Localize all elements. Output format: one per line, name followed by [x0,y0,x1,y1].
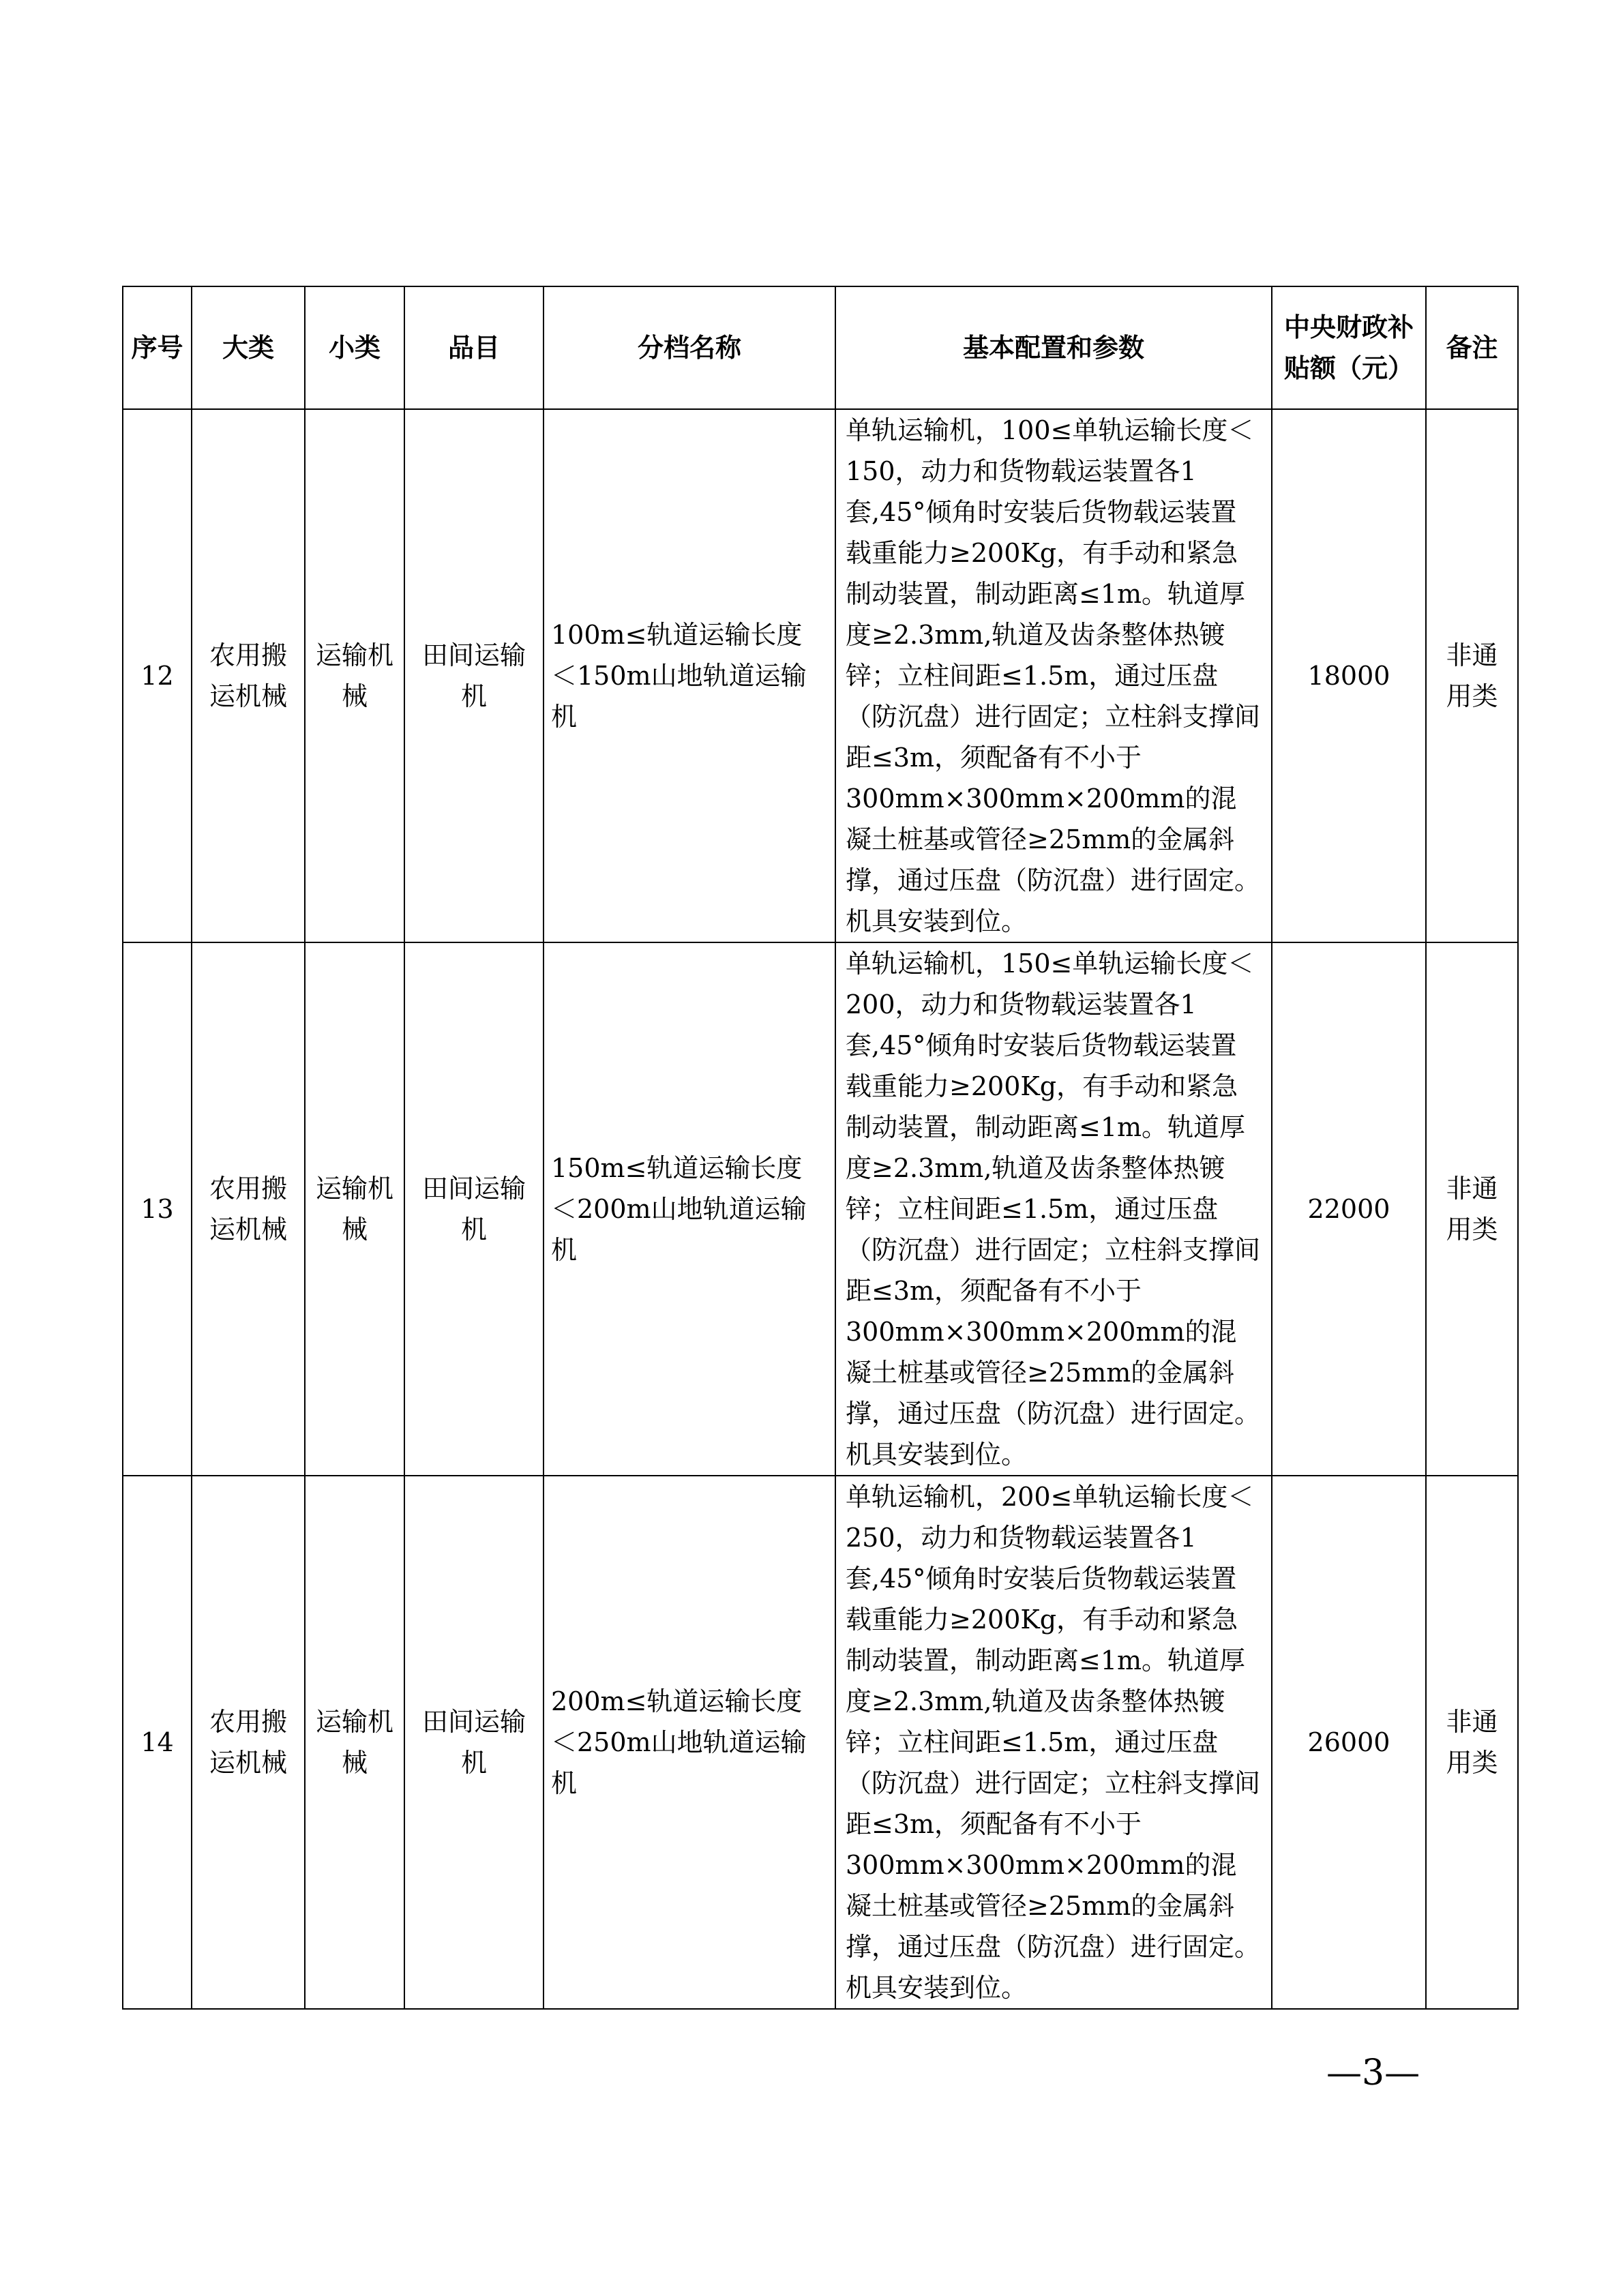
row-item: 田间运输机 [404,409,544,942]
row-tier-name: 100m≤轨道运输长度＜150m山地轨道运输机 [544,409,835,942]
row-tier-name: 150m≤轨道运输长度＜200m山地轨道运输机 [544,942,835,1476]
row-major-category: 农用搬运机械 [192,409,305,942]
row-subsidy: 22000 [1272,942,1426,1476]
page-number: —3— [1326,2053,1420,2093]
row-index: 14 [123,1476,192,2009]
header-item: 品目 [404,286,544,409]
subsidy-table [122,286,1519,2010]
table-row [123,942,1518,1476]
header-config-params: 基本配置和参数 [835,286,1272,409]
row-remarks: 非通用类 [1426,1476,1518,2009]
row-remarks: 非通用类 [1426,942,1518,1476]
row-major-category: 农用搬运机械 [192,1476,305,2009]
row-minor-category: 运输机械 [305,1476,404,2009]
row-tier-name: 200m≤轨道运输长度＜250m山地轨道运输机 [544,1476,835,2009]
header-major-category: 大类 [192,286,305,409]
header-minor-category: 小类 [305,286,404,409]
row-subsidy: 26000 [1272,1476,1426,2009]
table-row [123,1476,1518,2009]
row-index: 12 [123,409,192,942]
header-index: 序号 [123,286,192,409]
header-remarks: 备注 [1426,286,1518,409]
row-remarks: 非通用类 [1426,409,1518,942]
row-item: 田间运输机 [404,942,544,1476]
table-header-row [123,286,1518,409]
row-major-category: 农用搬运机械 [192,942,305,1476]
row-config-params: 单轨运输机，200≤单轨运输长度＜250，动力和货物载运装置各1套,45°倾角时安装后货物载运装置载重能力≥200Kg，有手动和紧急制动装置，制动距离≤1m。轨道厚度≥2.3mm,轨道及齿条整体热镀锌；立柱间距≤1.5m，通过压盘（防沉盘）进行固定；立柱斜支撑间距≤3m，须配备有不小于300mm×300mm×200mm的混凝土桩基或管径≥25mm的金属斜撑，通过压盘（防沉盘）进行固定。机具安装到位。 [835,1476,1272,2009]
row-config-params: 单轨运输机，150≤单轨运输长度＜200，动力和货物载运装置各1套,45°倾角时安装后货物载运装置载重能力≥200Kg，有手动和紧急制动装置，制动距离≤1m。轨道厚度≥2.3mm,轨道及齿条整体热镀锌；立柱间距≤1.5m，通过压盘（防沉盘）进行固定；立柱斜支撑间距≤3m，须配备有不小于300mm×300mm×200mm的混凝土桩基或管径≥25mm的金属斜撑，通过压盘（防沉盘）进行固定。机具安装到位。 [835,942,1272,1476]
header-tier-name: 分档名称 [544,286,835,409]
row-minor-category: 运输机械 [305,409,404,942]
row-subsidy: 18000 [1272,409,1426,942]
table-row [123,409,1518,942]
header-subsidy: 中央财政补贴额（元） [1272,286,1426,409]
row-item: 田间运输机 [404,1476,544,2009]
row-index: 13 [123,942,192,1476]
row-minor-category: 运输机械 [305,942,404,1476]
row-config-params: 单轨运输机，100≤单轨运输长度＜150，动力和货物载运装置各1套,45°倾角时安装后货物载运装置载重能力≥200Kg，有手动和紧急制动装置，制动距离≤1m。轨道厚度≥2.3mm,轨道及齿条整体热镀锌；立柱间距≤1.5m，通过压盘（防沉盘）进行固定；立柱斜支撑间距≤3m，须配备有不小于300mm×300mm×200mm的混凝土桩基或管径≥25mm的金属斜撑，通过压盘（防沉盘）进行固定。机具安装到位。 [835,409,1272,942]
